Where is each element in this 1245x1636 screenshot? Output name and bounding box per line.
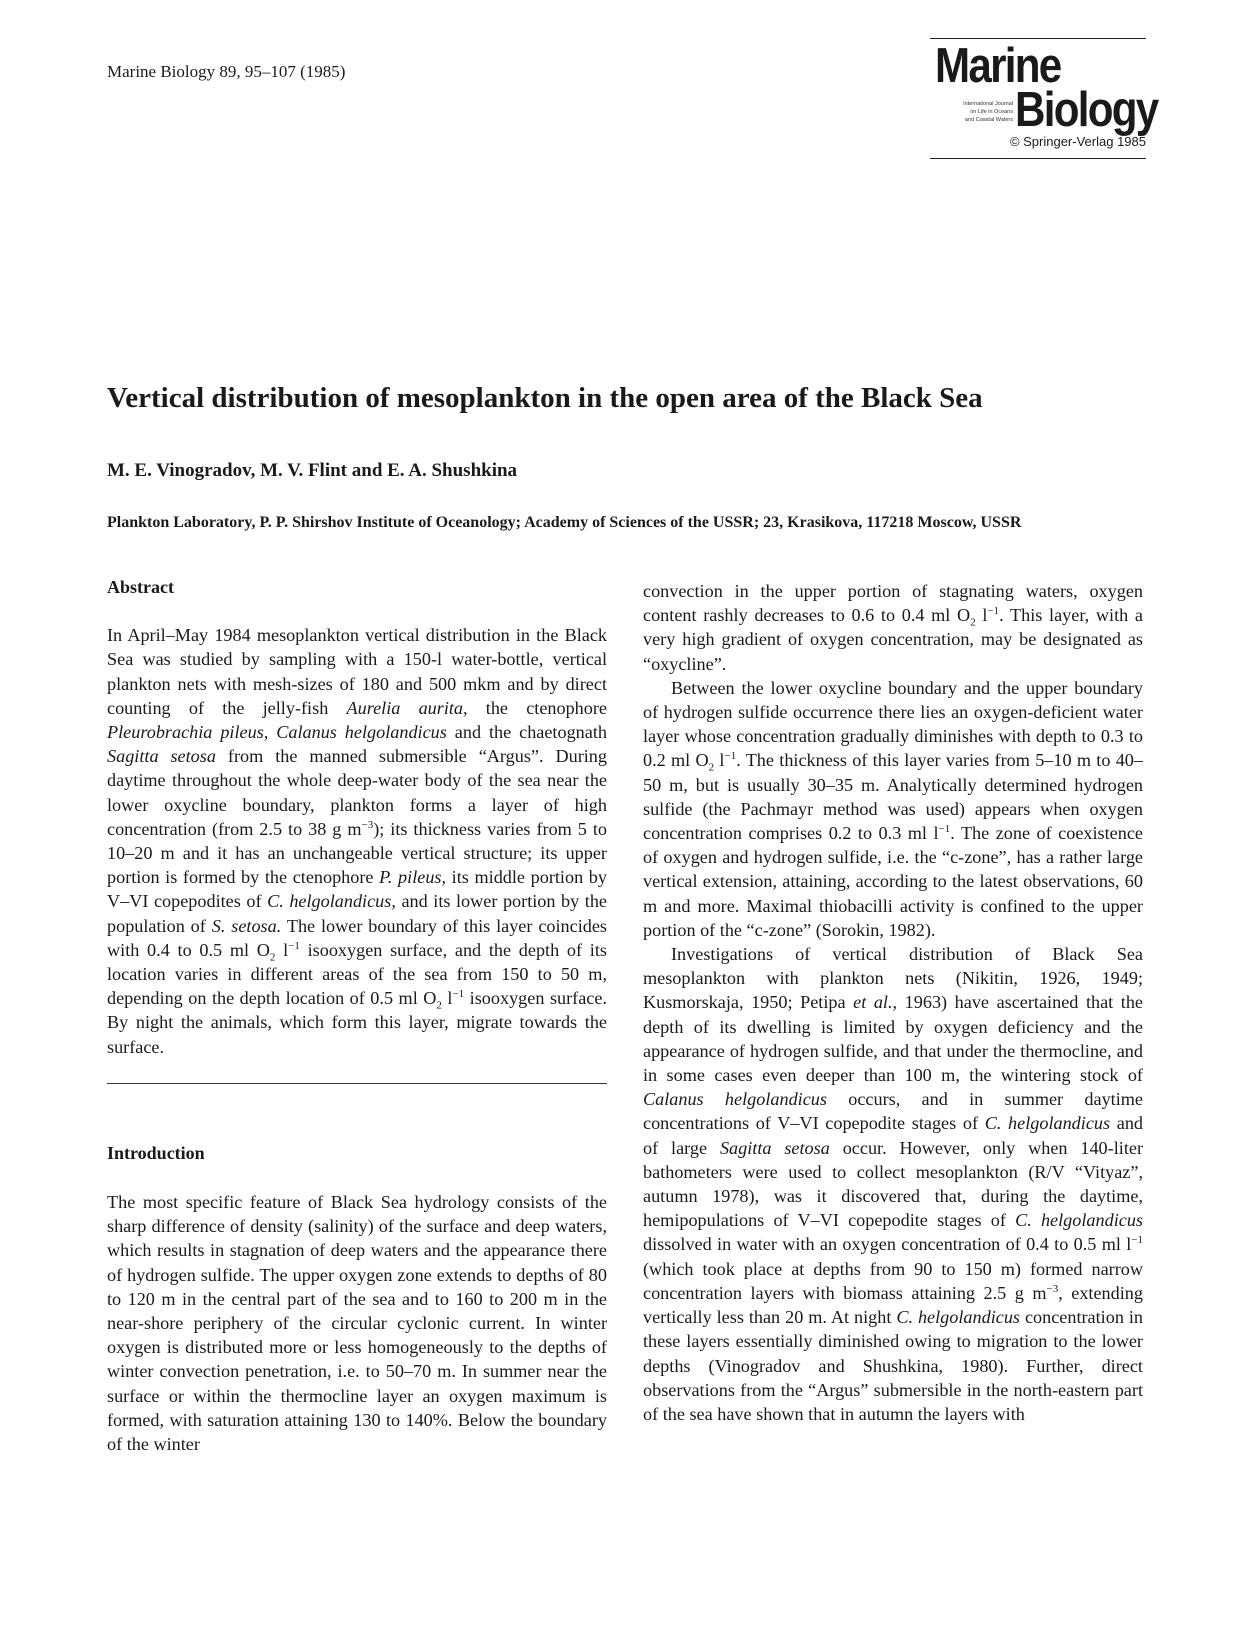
journal-logo-word-biology: Biology (1015, 83, 1158, 137)
journal-masthead (930, 38, 1158, 160)
abstract-paragraph: In April–May 1984 mesoplankton vertical distribution in the Black Sea was studied by sampling with a 150-l water-bottle, vertical plankton nets with mesh-sizes of 180 and 500 mkm and by direct counting of the jelly-fish Aurelia aurita, the ctenophore Pleurobrachia pileus, Calanus helgolandicus and the chaetognath Sagitta setosa from the manned submersible “Argus”. During daytime throughout the whole deep-water body of the sea near the lower oxycline boundary, plankton forms a layer of high concentration (from 2.5 to 38 g $m^{-3}$); its thickness varies from 5 to 10–20 m and it has an unchangeable vertical structure; its upper portion is formed by the ctenophore P. pileus, its middle portion by V–VI copepodites of C. helgolandicus, and its lower portion by the population of S. setosa. The lower boundary of this layer coincides with 0.4 to 0.5 ml $O_2$ $l^{-1}$ isooxygen surface, and the depth of its location varies in different areas of the sea from 150 to 50 m, depending on the depth location of 0.5 ml $O_2$ $l^{-1}$ isooxygen surface. By night the animals, which form this layer, migrate towards the surface. (107, 625, 608, 1057)
article-title: Vertical distribution of mesoplankton in the open area of the Black Sea (107, 382, 983, 414)
left-column (107, 575, 607, 1456)
journal-logo-word-marine: Marine (935, 39, 1061, 93)
abstract-separator-rule (107, 1083, 607, 1084)
journal-citation: Marine Biology 89, 95–107 (1985) (107, 62, 346, 81)
body-paragraph: convection in the upper portion of stagnating waters, oxygen content rashly decreases to 0.6 to 0.4 ml $O_2$ $l^{-1}$. This layer, with a very high gradient of oxygen concentration, may be designated as “oxycline”. (643, 581, 1143, 674)
journal-subtitle-line: on Life in Oceans (970, 109, 1013, 115)
article-authors: M. E. Vinogradov, M. V. Flint and E. A. Shushkina (107, 460, 518, 481)
author-affiliation: Plankton Laboratory, P. P. Shirshov Institute of Oceanology; Academy of Sciences of the USSR; 23, Krasikova, 117218 Moscow, USSR (107, 514, 1022, 531)
introduction-paragraph: The most specific feature of Black Sea hydrology consists of the sharp difference of density (salinity) of the surface and deep waters, which results in stagnation of deep waters and the appearance there of hydrogen sulfide. The upper oxygen zone extends to depths of 80 to 120 m in the central part of the sea and to 160 to 200 m in the near-shore periphery of the circular cyclonic current. In winter oxygen is distributed more or less homogeneously to the depths of winter convection penetration, i.e. to 50–70 m. In summer near the surface or within the thermocline layer an oxygen maximum is formed, with saturation attaining 130 to 140%. Below the boundary of the winter (107, 1192, 607, 1455)
journal-subtitle-line: International Journal (963, 101, 1013, 107)
body-paragraph: Investigations of vertical distribution of Black Sea mesoplankton with plankton nets (Nikitin, 1926, 1949; Kusmorskaja, 1950; Petipa et al., 1963) have ascertained that the depth of its dwelling is limited by oxygen deficiency and the appearance of hydrogen sulfide, and that under the thermocline, and in some cases even deeper than 100 m, the wintering stock of Calanus helgolandicus occurs, and in summer daytime concentrations of V–VI copepodite stages of C. helgolandicus and of large Sagitta setosa occur. However, only when 140-liter bathometers were used to collect mesoplankton (R/V “Vityaz”, autumn 1978), was it discovered that, during the daytime, hemipopulations of V–VI copepodite stages of C. helgolandicus dissolved in water with an oxygen concentration of 0.4 to 0.5 ml $l^{-1}$ (which took place at depths from 90 to 150 m) formed narrow concentration layers with biomass attaining 2.5 g $m^{-3}$, extending vertically less than 20 m. At night C. helgolandicus concentration in these layers essentially diminished owing to migration to the lower depths (Vinogradov and Shushkina, 1980). Further, direct observations from the “Argus” submersible in the north-eastern part of the sea have shown that in autumn the layers with (643, 944, 1144, 1424)
introduction-heading: Introduction (107, 1142, 205, 1163)
journal-subtitle-line: and Coastal Waters (964, 117, 1013, 123)
copyright-notice: © Springer-Verlag 1985 (1009, 134, 1146, 149)
right-column (643, 579, 1143, 1426)
journal-subtitle (933, 100, 1013, 124)
body-paragraph: Between the lower oxycline boundary and the upper boundary of hydrogen sulfide occurrence there lies an oxygen-deficient water layer whose concentration gradually diminishes with depth to 0.3 to 0.2 ml $O_2$ $l^{-1}$. The thickness of this layer varies from 5–10 m to 40–50 m, but is usually 30–35 m. Analytically determined hydrogen sulfide (the Pachmayr method was used) appears when oxygen concentration comprises 0.2 to 0.3 ml $l^{-1}$. The zone of coexistence of oxygen and hydrogen sulfide, i.e. the “c-zone”, has a rather large vertical extension, attaining, according to the latest observations, 60 m and more. Maximal thiobacilli activity is confined to the upper portion of the “c-zone” (Sorokin, 1982). (643, 677, 1143, 940)
masthead-bottom-rule (930, 158, 1146, 159)
abstract-heading: Abstract (107, 577, 174, 597)
